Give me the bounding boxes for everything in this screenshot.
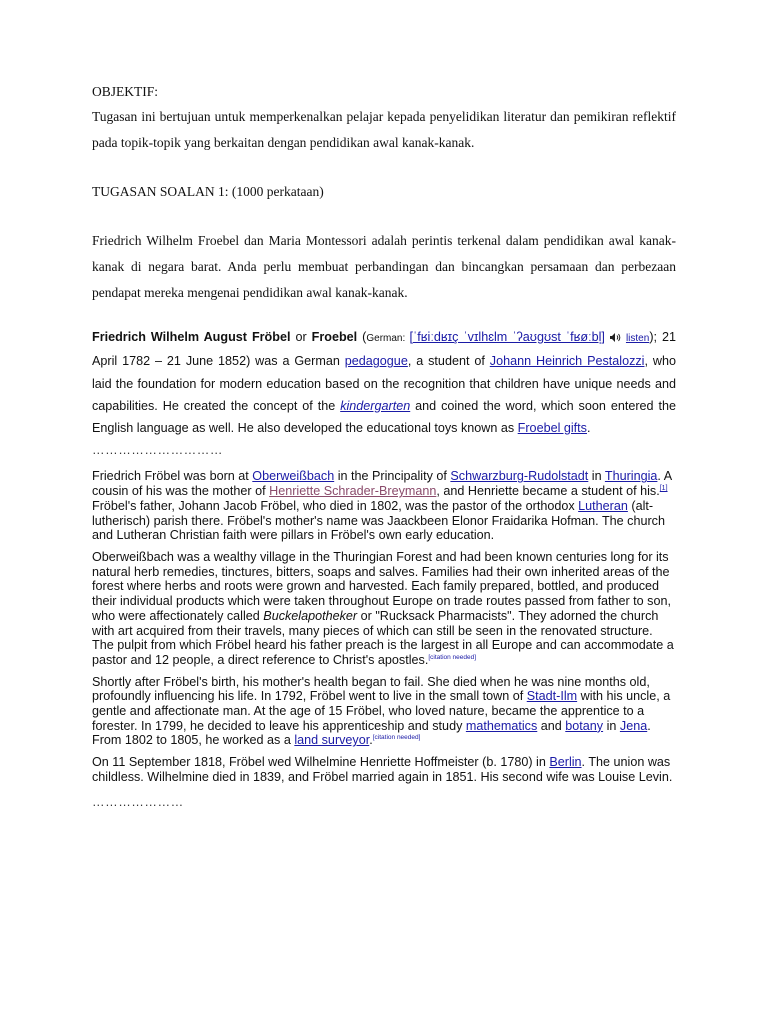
listen-link[interactable]: listen xyxy=(625,333,650,344)
citation-needed-link[interactable]: [citation needed] xyxy=(372,734,421,742)
intro-paragraph: Friedrich Wilhelm August Fröbel or Froebel (German: [ˈfʁiːdʁɪç ˈvɪlhɛlm ˈʔaʊɡʊst ˈfʁøːbl̩] listen); 21 April 1782 – 21 June 1852) was a German pedagogue, a student of Johann Heinrich Pestalozzi, who laid the foundation for modern education based on the recognition that children have unique needs and capabilities. He created the concept of the kindergarten and coined the word, which soon entered the English language as well. He also developed the educational toys known as Froebel gifts. xyxy=(92,330,677,436)
task-question: Friedrich Wilhelm Froebel dan Maria Montessori adalah perintis terkenal dalam pendidikan awal kanak-kanak di negara barat. Anda perlu membuat perbandingan dan bincangkan persamaan dan perbezaan pendapat mereka mengenai pendidikan awal kanak-kanak. xyxy=(92,233,676,300)
henriette-link[interactable]: Henriette Schrader-Breymann xyxy=(269,484,437,499)
pedagogue-link[interactable]: pedagogue xyxy=(344,354,408,369)
thuringia-link[interactable]: Thuringia xyxy=(604,469,658,484)
mathematics-link[interactable]: mathematics xyxy=(465,718,538,733)
bio-paragraph-3: Shortly after Fröbel's birth, his mother's health began to fail. She died when he was nine months old, profoundly influencing his life. In 1792, Fröbel went to live in the small town of Stadt-Ilm with his uncle, a gentle and affectionate man. At the age of 15 Fröbel, who loved nature, became the apprentice to a forester. In 1799, he decided to leave his apprenticeship and study mathematics and botany in Jena. From 1802 to 1805, he worked as a land surveyor.[citation needed] xyxy=(92,674,671,748)
separator-dots: ………………………… xyxy=(92,443,223,458)
stadt-ilm-link[interactable]: Stadt-Ilm xyxy=(526,689,578,704)
bio-paragraph-2: Oberweißbach was a wealthy village in the Thuringian Forest and had been known centuries long for its natural herb remedies, tinctures, bitters, soaps and salves. Families had their own inherited areas of the forest where herbs and roots were grown and harvested. Each family prepared, bottled, and produced their individual products which were taken throughout Europe on trade routes passed from father to son, who were affectionately called Buckelapotheker or "Rucksack Pharmacists". They adorned the church with art acquired from their travels, many pieces of which can still be seen in the renovated structure. The pulpit from which Fröbel heard his father preach is the largest in all Europe and can accommodate a pastor and 12 people, a direct reference to Christ's apostles.[citation needed] xyxy=(92,550,674,667)
bio-paragraph-4: On 11 September 1818, Fröbel wed Wilhelmine Henriette Hoffmeister (b. 1780) in Berlin. The union was childless. Wilhelmine died in 1839, and Fröbel married again in 1851. His second wife was Louise Levin. xyxy=(92,755,673,784)
buckelapotheker-term: Buckelapotheker xyxy=(263,608,358,623)
separator-dots-end: ………………… xyxy=(92,794,184,809)
kindergarten-link[interactable]: kindergarten xyxy=(340,398,411,413)
speaker-icon[interactable] xyxy=(610,333,621,342)
froebel-gifts-link[interactable]: Froebel gifts xyxy=(517,421,587,436)
berlin-link[interactable]: Berlin xyxy=(549,755,582,770)
schwarzburg-link[interactable]: Schwarzburg-Rudolstadt xyxy=(450,469,589,484)
document-page xyxy=(92,80,676,809)
ipa-link[interactable]: [ˈfʁiːdʁɪç ˈvɪlhɛlm ˈʔaʊɡʊst ˈfʁøːbl̩] xyxy=(409,330,605,344)
task-heading: TUGASAN SOALAN 1: (1000 perkataan) xyxy=(92,184,324,199)
objective-text: Tugasan ini bertujuan untuk memperkenalkan pelajar kepada penyelidikan literatur dan pemikiran reflektif pada topik-topik yang berkaitan dengan pendidikan awal kanak-kanak. xyxy=(92,109,676,150)
botany-link[interactable]: botany xyxy=(565,718,604,733)
land-surveyor-link[interactable]: land surveyor xyxy=(294,733,370,748)
objective-heading: OBJEKTIF: xyxy=(92,84,159,99)
jena-link[interactable]: Jena xyxy=(619,718,648,733)
lutheran-link[interactable]: Lutheran xyxy=(578,498,628,513)
citation-needed-link[interactable]: [citation needed] xyxy=(428,653,477,661)
name-bold: Friedrich Wilhelm August Fröbel xyxy=(92,330,291,344)
reference-1-link[interactable]: [1] xyxy=(659,485,668,492)
pestalozzi-link[interactable]: Johann Heinrich Pestalozzi xyxy=(489,354,645,369)
bio-paragraph-1: Friedrich Fröbel was born at Oberweißbach in the Principality of Schwarzburg-Rudolstadt in Thuringia. A cousin of his was the mother of Henriette Schrader-Breymann, and Henriette became a student of his.[1] Fröbel's father, Johann Jacob Fröbel, who died in 1802, was the pastor of the orthodox Lutheran (alt-lutherisch) parish there. Fröbel's mother's name was Jaackbeen Elonor Fraidarika Hofman. The church and Lutheran Christian faith were pillars in Fröbel's own early education. xyxy=(92,469,672,543)
oberweissbach-link[interactable]: Oberweißbach xyxy=(252,469,335,484)
name-bold-alt: Froebel xyxy=(311,330,358,344)
german-label: German: xyxy=(366,333,410,344)
